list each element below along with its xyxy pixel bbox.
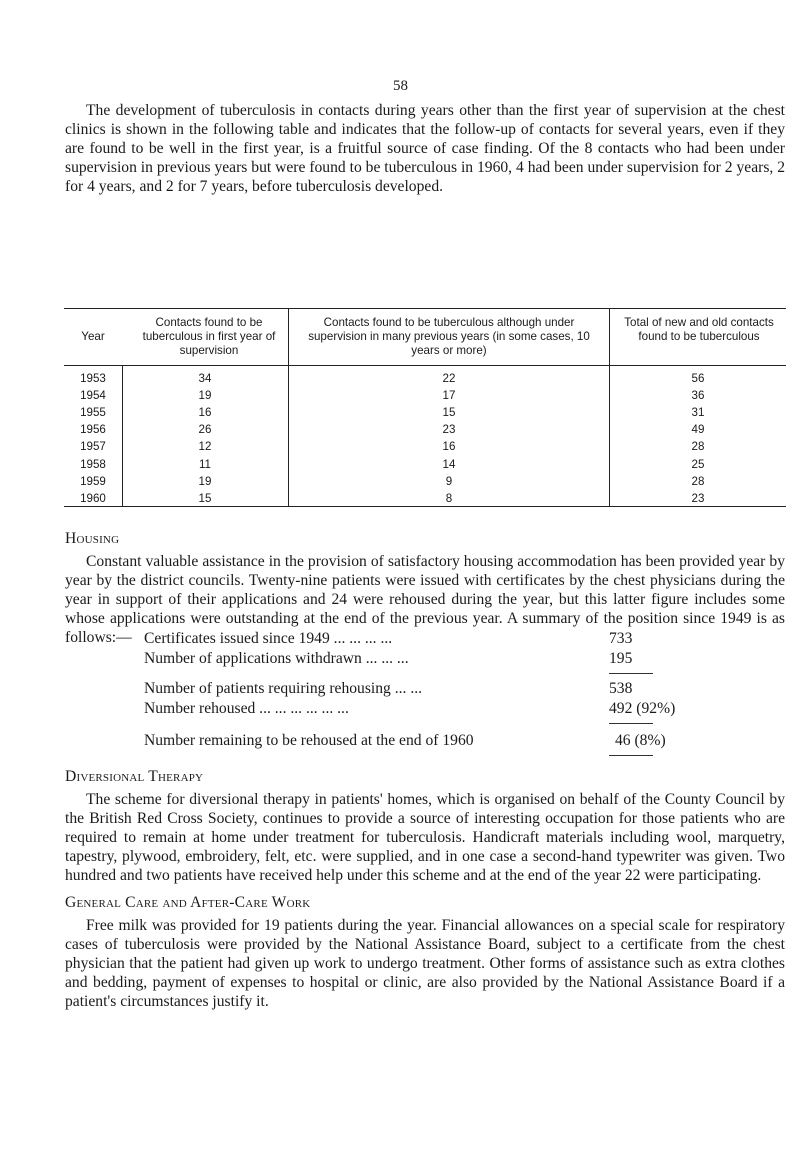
cell-year: 1955 (80, 406, 106, 420)
summary-label: Number remaining to be rehoused at the end of 1960 (144, 732, 474, 749)
cell-year: 1956 (80, 423, 106, 437)
general-care-paragraph: Free milk was provided for 19 patients during the year. Financial allowances on a special scale for respiratory cases of tuberculosis were provided by the National Assistance Board, subject to a certificate from the chest physician that the patient had given up work to undergo treatment. Other forms of assistance such as extra clothes and bedding, payment of expenses to hospital or clinic, are also provided by the National Assistance Board if a patient's circumstances justify it. (65, 917, 785, 1010)
summary-label: Certificates issued since 1949 ... ... ... ... (144, 630, 393, 647)
summary-value: 195 (609, 650, 633, 667)
cell-year: 1957 (80, 440, 106, 454)
cell-year: 1959 (80, 474, 106, 488)
cell-year: 1958 (80, 457, 106, 471)
housing-paragraph: Constant valuable assistance in the provision of satisfactory housing accommodation has been provided year by year by the district councils. Twenty-nine patients were issued with certificates by the chest physicians during the year in support of their applications and 24 were rehoused during the year, but this latter figure includes some whose applications were outstanding at the end of the previous year. A summary of the position since 1949 is as follows:— (65, 553, 785, 646)
header-year: Year (81, 330, 105, 343)
diversional-paragraph: The scheme for diversional therapy in patients' homes, which is organised on behalf of the County Council by the British Red Cross Society, continues to provide a source of interesting occupation for those patients who are required to remain at home under treatment for tuberculosis. Handicraft materials including wool, marquetry, tapestry, plywood, embroidery, felt, etc. were supplied, and in one case a second-hand typewriter was given. Two hundred and two patients have received help under this scheme and at the end of the year 22 were participating. (65, 791, 785, 884)
summary-value: 492 (92%) (609, 700, 676, 717)
cell-year: 1954 (80, 389, 106, 403)
header-total: Total of new and old contacts found to be tuberculous (624, 316, 774, 343)
cell-year: 1960 (80, 491, 106, 505)
general-care-heading: General Care and After-Care Work (65, 894, 311, 911)
summary-label: Number of applications withdrawn ... ... ... (144, 650, 409, 667)
summary-value: 46 (8%) (615, 732, 666, 749)
intro-paragraph: The development of tuberculosis in contacts during years other than the first year of supervision at the chest clinics is shown in the following table and indicates that the follow-up of contacts for several years, even if they are found to be well in the first year, is a fruitful source of case finding. Of the 8 contacts who had been under supervision in previous years but were found to be tuberculous in 1960, 4 had been under supervision for 2 years, 2 for 4 years, and 2 for 7 years, before tuberculosis developed. (65, 102, 785, 195)
table-bottom-rule (64, 506, 786, 507)
header-first-year: Contacts found to be tuberculous in first year of supervision (142, 316, 276, 357)
header-previous-years: Contacts found to be tuberculous although under supervision in many previous years (in some cases, 10 years or more) (308, 316, 590, 357)
cell-first-year: 19 (198, 474, 212, 488)
summary-rule (609, 723, 653, 724)
cell-first-year: 26 (198, 423, 212, 437)
cell-total: 49 (691, 423, 705, 437)
tuberculosis-contacts-table (64, 308, 786, 508)
cell-first-year: 34 (198, 372, 212, 385)
diversional-heading: Diversional Therapy (65, 768, 204, 785)
cell-total: 25 (691, 457, 705, 471)
summary-value: 733 (609, 630, 633, 647)
cell-total: 28 (691, 474, 705, 488)
cell-previous-years: 15 (442, 406, 456, 420)
cell-total: 56 (691, 372, 705, 385)
table-header-rule (64, 365, 786, 366)
cell-previous-years: 14 (442, 457, 456, 471)
table-top-rule (64, 308, 786, 309)
cell-previous-years: 8 (445, 491, 453, 505)
page-number: 58 (393, 78, 408, 94)
cell-previous-years: 22 (442, 372, 456, 385)
summary-rule (609, 673, 653, 674)
cell-previous-years: 17 (442, 389, 456, 403)
cell-total: 28 (691, 440, 705, 454)
summary-rule (609, 755, 653, 756)
cell-first-year: 12 (198, 440, 212, 454)
cell-total: 31 (691, 406, 705, 420)
cell-first-year: 11 (198, 457, 212, 471)
cell-total: 23 (691, 491, 705, 505)
cell-previous-years: 16 (442, 440, 456, 454)
cell-previous-years: 9 (445, 474, 453, 488)
cell-previous-years: 23 (442, 423, 456, 437)
summary-label: Number rehoused ... ... ... ... ... ... (144, 700, 349, 717)
housing-heading: Housing (65, 530, 120, 547)
cell-first-year: 16 (198, 406, 212, 420)
cell-first-year: 15 (198, 491, 212, 505)
summary-value: 538 (609, 680, 633, 697)
table-divider (288, 308, 289, 506)
summary-label: Number of patients requiring rehousing ... ... (144, 680, 423, 697)
cell-year: 1953 (80, 372, 106, 385)
cell-first-year: 19 (198, 389, 212, 403)
table-divider (609, 308, 610, 506)
cell-total: 36 (691, 389, 705, 403)
